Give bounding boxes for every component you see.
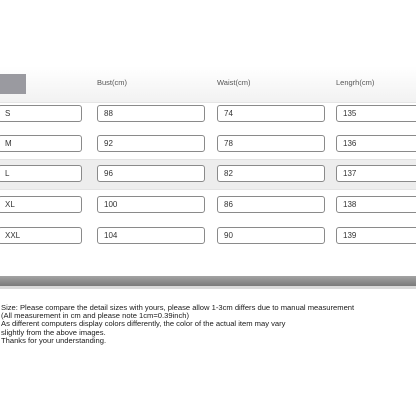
waist-cell: 90 — [217, 227, 325, 244]
length-cell: 135 — [336, 105, 416, 122]
bust-cell: 104 — [97, 227, 205, 244]
length-cell: 139 — [336, 227, 416, 244]
table-row — [0, 191, 416, 220]
table-row — [0, 222, 416, 251]
length-cell: 138 — [336, 196, 416, 213]
note-line: slightly from the above images. — [1, 328, 106, 337]
bust-cell: 96 — [97, 165, 205, 182]
note-line: Thanks for your understanding. — [1, 336, 107, 345]
bust-cell: 100 — [97, 196, 205, 213]
size-cell: XXL — [0, 227, 82, 244]
header-bust: Bust(cm) — [97, 78, 127, 87]
size-cell: XL — [0, 196, 82, 213]
waist-cell: 82 — [217, 165, 325, 182]
note-line: Size: Please compare the detail sizes with yours, please allow 1-3cm differs due to manual measurement — [1, 304, 355, 312]
table-footer-shade — [0, 286, 416, 289]
size-cell: S — [0, 105, 82, 122]
note-line: As different computers display colors differently, the color of the actual item may vary — [1, 320, 286, 329]
length-cell: 137 — [336, 165, 416, 182]
size-cell: L — [0, 165, 82, 182]
size-notes — [1, 304, 415, 345]
table-row — [0, 159, 416, 190]
waist-cell: 86 — [217, 196, 325, 213]
table-row — [0, 100, 416, 129]
bust-cell: 88 — [97, 105, 205, 122]
waist-cell: 74 — [217, 105, 325, 122]
header-size-swatch — [0, 74, 26, 94]
length-cell: 136 — [336, 135, 416, 152]
size-cell: M — [0, 135, 82, 152]
table-row — [0, 130, 416, 159]
bust-cell: 92 — [97, 135, 205, 152]
header-length: Lengrh(cm) — [336, 78, 375, 87]
note-line: (All measurement in cm and please note 1cm=0.39inch) — [1, 312, 190, 321]
header-waist: Waist(cm) — [217, 78, 251, 87]
waist-cell: 78 — [217, 135, 325, 152]
table-footer-bar — [0, 276, 416, 286]
